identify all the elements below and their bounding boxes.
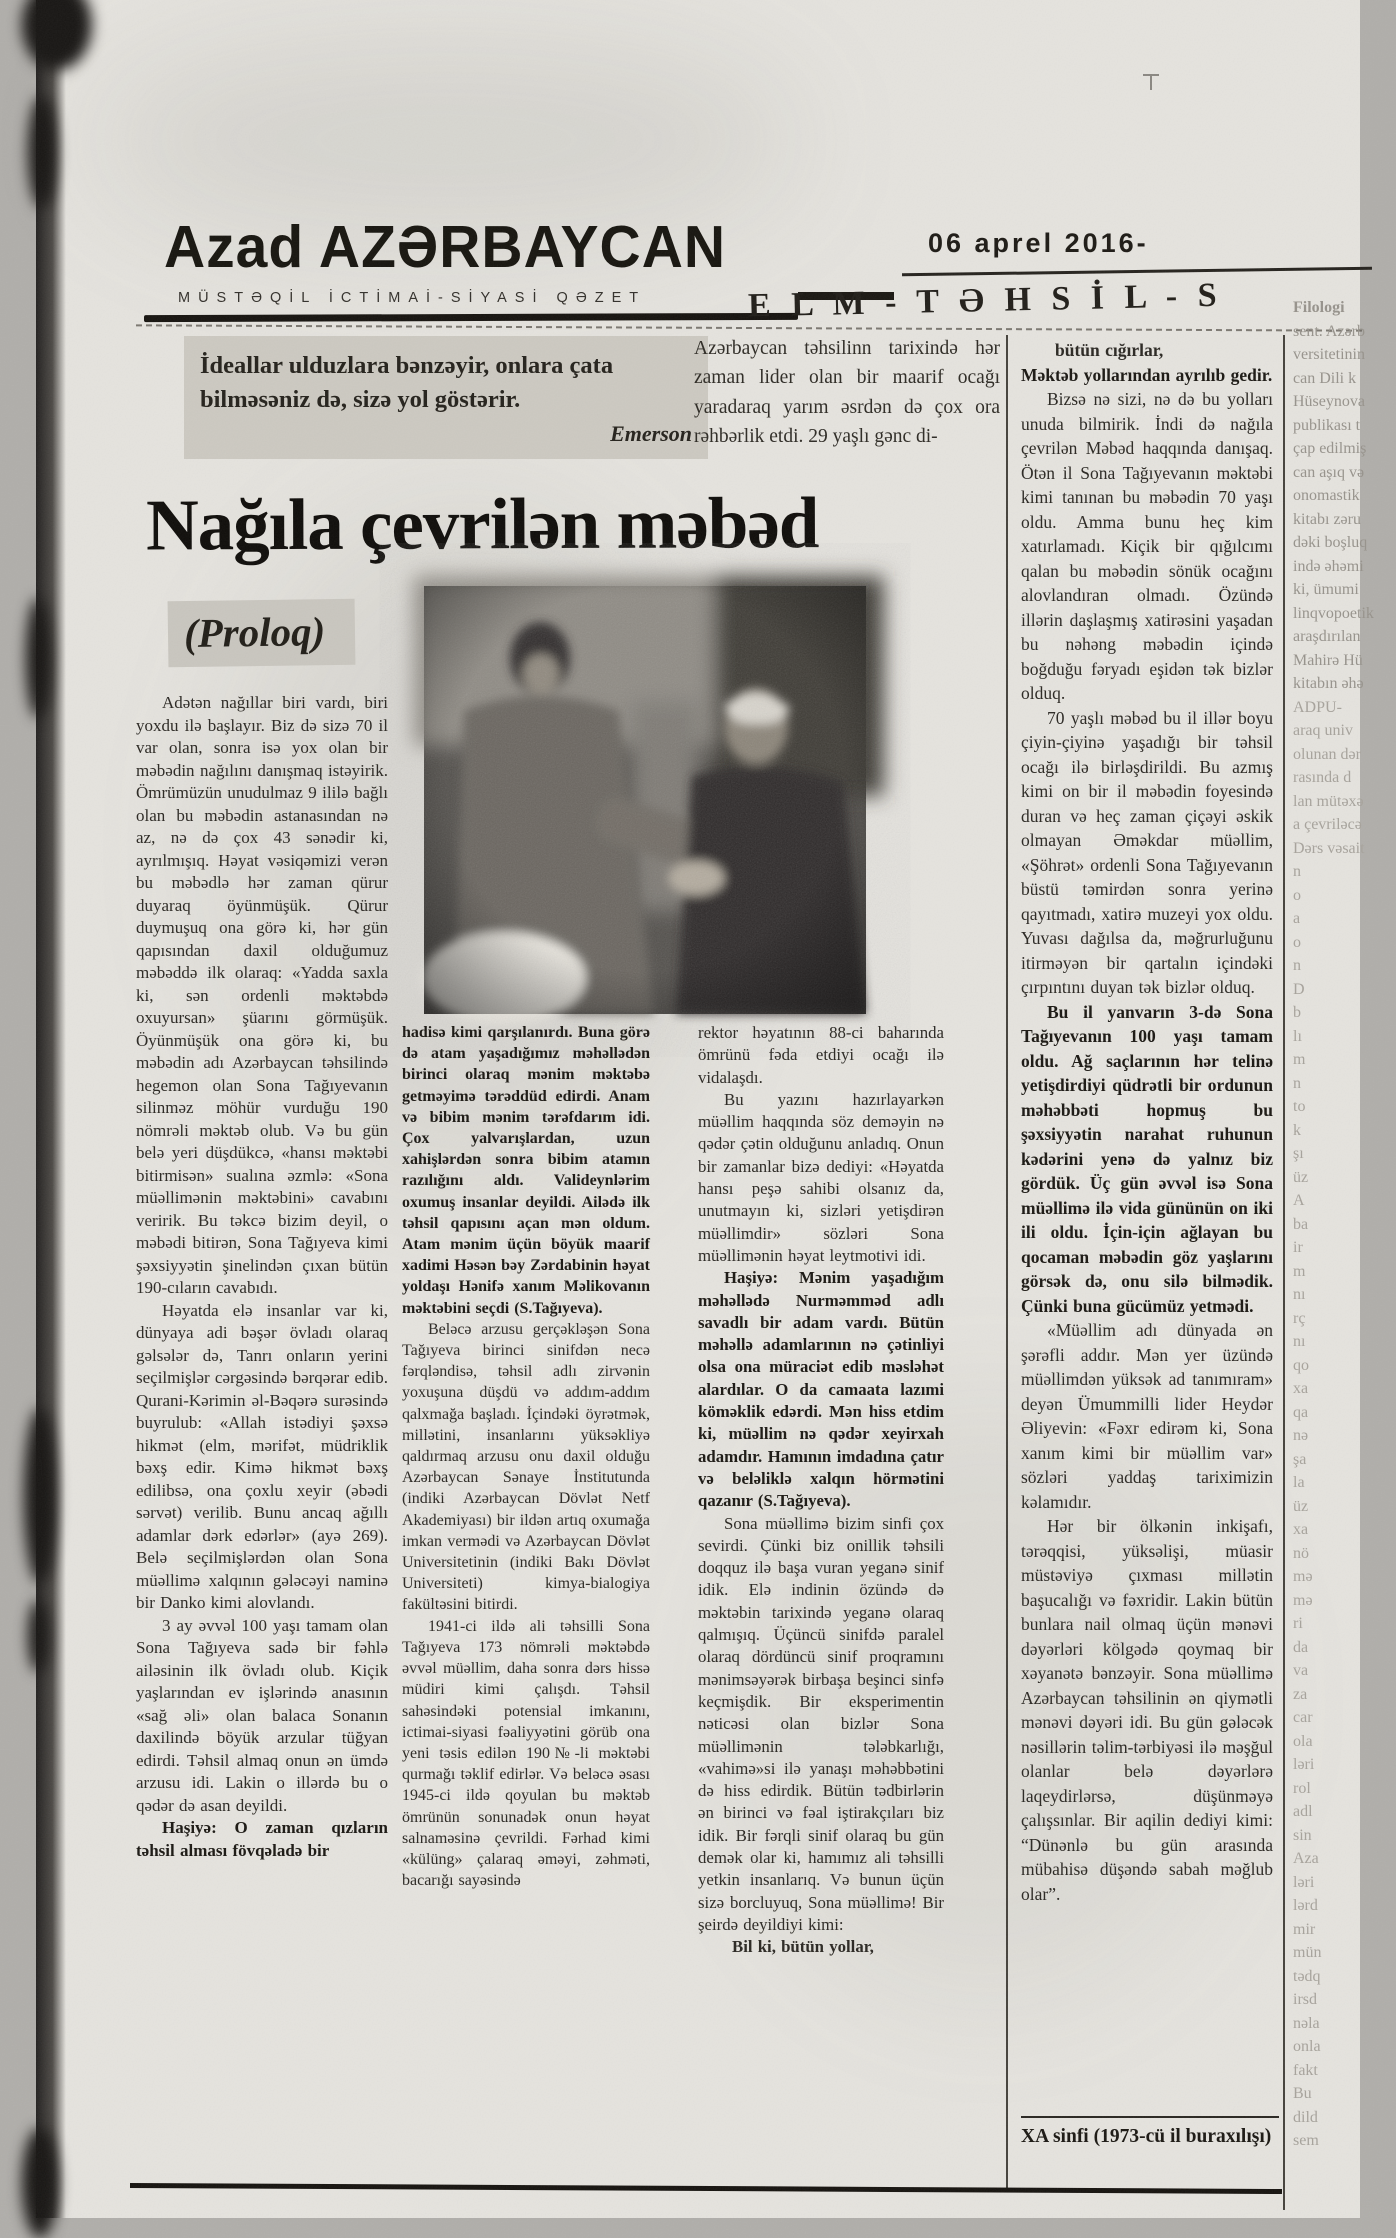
side-column-line: lı [1293,1027,1302,1045]
verse-line: bütün cığırlar, [1055,340,1164,360]
side-column-line: kitabı zəru [1293,510,1361,528]
side-column-line: Aza [1293,1850,1319,1867]
side-column-line: araşdırılan [1293,628,1361,645]
side-column-fragment [1293,296,1374,2210]
newspaper-title: Azad AZƏRBAYCAN [164,213,727,281]
scan-artifact [22,0,92,70]
side-column-line: dild [1293,2108,1318,2126]
side-column-line: rasında d [1293,769,1352,786]
side-column-line: ola [1293,1732,1313,1750]
side-column-line: sem [1293,2132,1319,2149]
scan-artifact [28,96,56,208]
side-column-line: m [1293,1262,1306,1280]
side-column-line: b [1293,1004,1301,1021]
side-column-line: xa [1293,1521,1309,1538]
newspaper-page [36,0,1374,2218]
section-heading: E L M - T Ə H S İ L - S [747,276,1223,325]
article-kicker: (Proloq) [168,599,356,668]
side-column-line: rol [1293,1779,1311,1797]
side-column-line: lan mütəxə [1293,792,1364,810]
paragraph: 70 yaşlı məbəd bu il illər boyu çiyin-çiyinə yaşadığı bir təhsil ocağı ilə birləşdirildi. Bu azmış kimi on bir il məbədin foyesində duran və heç zaman çiçəyi əskik olmayan Əməkdar müəllim, «Şöhrət» ordenli Sona Tağıyevanın büstü təmirdən sonra yerinə qayıtmadı, xatirə muzeyi yox oldu. Yuvası dağılsa da, məğrurluğunu itirməyən bir qartalın içindəki çırpıntını duyan tək bizlər olduq. [1021,707,1273,997]
side-column-line: olunan dər [1293,745,1361,763]
side-column-line: va [1293,1662,1309,1679]
scan-artifact [28,1600,48,1672]
paragraph: Bu il yanvarın 3-də Sona Tağıyevanın 100 yaşı tamam oldu. Ağ saçlarının hər telinə yetişdirdiyi qüdrətli bir ordunun məhəbbəti hopmuş bu şəxsiyyətin narahat ruhunun kədərini yenə də yalnız biz gördük. Üç gün əvvəl isə Sona müəllimə ilə vida gününün on iki ili oldu. İçin-için ağlayan bu qocaman məbədin göz yaşlarını görsək də, onu silə bilmədik. Çünki buna gücümüz yetmədi. [1021,1001,1273,1316]
side-column-line: Filologi [1293,299,1345,316]
side-column-line: o [1293,933,1301,951]
side-column-line: ri [1293,1615,1303,1632]
side-column-line: mə [1293,1568,1313,1585]
side-column-line: qa [1293,1403,1309,1421]
side-column-line: o [1293,886,1301,904]
article-column-4 [1021,338,1273,2110]
side-column-line: n [1293,957,1301,974]
side-column-line: a [1293,910,1301,927]
side-column-line: fakt [1293,2061,1318,2079]
verse-line: Bil ki, bütün yollar, [732,1937,874,1957]
lead-paragraph: Azərbaycan təhsilinn tarixində hər zaman lider olan bir maarif ocağı yaradaraq yarım əsrdən də çox ora rəhbərlik etdi. 29 yaşlı gənc di- [694,338,1000,447]
side-column-line: irsd [1293,1991,1317,2008]
article-bottom-rule [130,2183,1282,2194]
side-column-line: to [1293,1098,1306,1115]
side-column-line: nı [1293,1286,1306,1303]
paragraph: Sona müəllimə bizim sinfi çox sevirdi. Çünki biz onillik təhsili doqquz ilə başa vuran yeganə sinif idik. Elə indinin özündə də məktəbin tarixində yeganə olaraq qalmışıq. Üçüncü sinifdə paralel olaraq dördüncü sinif proqramını mənimsəyərək birbaşa beşinci sinfə keçmişdik. Bir eksperimentin nəticəsi olan bizlər Sona müəllimənin tələbkarlığı, «vahimə»si ilə yanaşı məhəbbətini də hiss edirdik. Bütün tədbirlərin ən birinci və fəal iştirakçıları biz idik. Bir fərqli sinif olaraq bu gün demək olar ki, hamımız ali təhsilli yetkin insanlarıq. Və bunun üçün sizə borcluyuq, Sona müəllimə! Bir şeirdə deyildiyi kimi: [698,1513,944,1934]
side-column-line: mün [1293,1944,1322,1961]
article-photo [424,586,866,1014]
side-column-line: nəla [1293,2014,1320,2032]
side-column-line: ləri [1293,1756,1315,1773]
paragraph: hadisə kimi qarşılanırdı. Buna görə də atam yaşadığımız məhəllədən birinci olaraq mənim məktəbə getməyimə tərəddüd edirdi. Anam və bibim mənim tərəfdarım idi. Çox yalvarışlardan, uzun xahişlərdən sonra bibim atamın razılığını aldı. Valideynlərim oxumuş insanlar deyildi. Ailədə ilk təhsil qapısını açan mən oldum. Atam mənim üçün böyük maarif xadimi Həsən bəy Zərdabinin həyat yoldaşı Hənifə xanım Məlikovanın məktəbini seçdi (S.Tağıyeva). [402,1024,650,1317]
side-column-line: dəki boşluq [1293,534,1368,551]
side-column-line: ADPU- [1293,698,1342,716]
article-headline: Nağıla çevrilən məbəd [145,482,819,566]
side-column-line: linqvopoetik [1293,604,1374,622]
newspaper-subtitle: MÜSTƏQİL İCTİMAİ-SİYASİ QƏZET [178,290,647,306]
side-column-line: mə [1293,1591,1313,1609]
side-column-line: m [1293,1051,1306,1068]
scan-artifact [24,1408,56,1583]
article-right-rule [1283,335,1285,2210]
side-column-line: şı [1293,1145,1304,1162]
scan-edge-strip [36,0,66,2218]
side-column-line: A [1293,1192,1305,1209]
side-column-line: çap edilmiş [1293,440,1367,457]
side-column-line: versitetinin [1293,346,1365,363]
author-signature: XA sinfi (1973-cü il buraxılışı) [1021,2116,1279,2148]
epigraph-box [184,336,708,459]
side-column-line: tədq [1293,1967,1321,1985]
paragraph: Bu yazını hazırlayarkən müəllim haqqında söz deməyin nə qədər çətin olduğunu anladıq. Onun bir zamanlar bizə dediyi: «Həyatda hansı peşə sahibi olsanız da, unutmayın ki, sizləri yetişdirən müəllimdir» sözləri Sona müəllimənin həyat leytmotivi idi. [698,1089,944,1265]
side-column-line: şa [1293,1450,1307,1468]
paragraph: Hər bir ölkənin inkişafı, tərəqqisi, yüksəlişi, müasir müstəviyə çıxması millətin başucalığı və fəxridir. Lakin bütün bunlara nail olmaq üçün mənəvi dəyərləri kölgədə qoymaq bir xəyanətə bənzəyir. Sona müəllimə Azərbaycan təhsilinin ən qiymətli mənəvi dəyəri idi. Bu gün gələcək nəsillərin təlim-tərbiyəsi ilə məşğul olanlar belə dəyərlərə laqeydirlərsə, düşünməyə çalışsınlar. Bir aqilin dediyi kimi: “Dünənlə bu gün arasında mübahisə düşəndə sabah məğlub olar”. [1021,1516,1273,1904]
side-column-line: Hüseynova [1293,393,1365,410]
side-column-line: nə [1293,1427,1309,1444]
epigraph-text: İdeallar ulduzlara bənzəyir, onlara çata bilməsəniz də, sizə yol göstərir. [200,352,614,413]
paragraph: 3 ay əvvəl 100 yaşı tamam olan Sona Tağıyeva sadə bir fəhlə ailəsinin ilk övladı olub. Kiçik yaşlarından ev işlərində anasının «sağ əli» olan balaca Sonanın daxilində böyük arzular tüğyan edirdi. Təhsil almaq onun ən ümdə arzusu idi. Lakin o illərdə bu o qədər də asan deyildi. [136,1615,388,1815]
article-column-1 [136,692,388,2142]
paper-shading [96,40,796,240]
side-column-line: can Dili k [1293,369,1357,387]
epigraph-author: Emerson [610,420,692,446]
column-divider-rule [1006,335,1008,2188]
side-column-line: ba [1293,1215,1309,1233]
side-column-line: xa [1293,1380,1309,1397]
photo-illustration [424,586,866,1014]
side-column-line: Mahirə Hü [1293,651,1363,669]
side-column-line: n [1293,1074,1301,1092]
side-column-line: Dərs vəsait [1293,839,1365,857]
scan-artifact [26,598,50,718]
side-column-line: sin [1293,1826,1312,1844]
side-column-line: ində əhəmi [1293,557,1364,575]
side-column-line: üz [1293,1168,1309,1186]
side-column-line: lərd [1293,1897,1318,1914]
side-column-line: car [1293,1709,1313,1726]
side-column-line: Bu [1293,2085,1312,2102]
side-column-line: ki, ümumi [1293,581,1359,598]
paragraph: «Müəllim adı dünyada ən şərəfli addır. Mən yer üzündə müəllimdən yüksək ad tanımıram» deyən Ümummilli lider Heydər Əliyevin: «Fəxr edirəm ki, Sona xanım kimi bir müəllim var» sözləri yaddaş tariximizin kəlamıdır. [1021,1320,1273,1512]
side-column-line: kitabın əhə [1293,675,1364,692]
side-column-line: k [1293,1121,1301,1139]
paragraph: Haşiyə: O zaman qızların təhsil alması fövqəladə bir [136,1818,388,1860]
scan-artifact [22,2128,58,2238]
paragraph: Bizsə nə sizi, nə də bu yolları unuda bilmirik. İndi də nağıla çevrilən Məbəd haqqında danışaq. Ötən il Sona Tağıyevanın məktəbi kimi tanınan bu məbədin 70 yaşı oldu. Amma bunu heç kim xatırlamadı. Kiçik bir qığılcımı qalan bu məbədin sönük ocağını alovlandıran olmadı. Özündə illərin daşlaşmış xatirəsini yaşadan bu nəhəng məbədin içində boğduğu fəryadı eşidən tək bizlər olduq. [1021,389,1273,703]
paragraph: Həyatda elə insanlar var ki, dünyaya adi bəşər övladı olaraq gəlsələr də, Tanrı onların yerini seçilmişlər cərgəsində bərqərar edib. Qurani-Kərimin əl-Bəqərə surəsində buyrulub: «Allah istədiyi şəxsə hikmət (elm, mərifət, müdriklik bəxş edir. Kimə hikmət bəxş edilibsə, ona çoxlu xeyir (əbədi sərvət) verilib. Bunu ancaq ağıllı adamlar dərk edərlər» (ayə 269). Belə seçilmişlərdən olan Sona müəllimə xalqının gələcəyi naminə bir Danko kimi alovlandı. [136,1300,388,1612]
masthead-rule [144,313,798,322]
paragraph: Haşiyə: Mənim yaşadığım məhəllədə Nurməmməd adlı savadlı bir adam vardı. Bütün məhəllə adamlarının nə çətinliyi olsa ona müraciət edib məsləhət alardılar. O da camaata lazımi köməklik edərdi. Mən hiss etdim ki, müəllim nə qədər xeyirxah adamdır. Hamının imdadına çatır və beləliklə xalqın hörmətini qazanır (S.Tağıyeva). [698,1268,944,1511]
issue-date: 06 aprel 2016- [928,228,1149,258]
paragraph: Beləcə arzusu gerçəkləşən Sona Tağıyeva birinci sinifdən necə fərqləndisə, təhsil adlı zirvənin yoxuşuna düşdü və addım-addım qalxmağa başladı. İçindəki öyrətmək, millətini, insanlarını yüksəkliyə qaldırmaq arzusu onu daxil olduğu Azərbaycan Sənaye İnstitutunda (indiki Azərbaycan Dövlət Netf Akademiyası) bir ildən artıq oxumağa imkan vermədi və Azərbaycan Dövlət Universitetinin (indiki Bakı Dövlət Universiteti) kimya-bialogiya fakültəsini bitirdi. [402,1320,650,1614]
paragraph: Adətən nağıllar biri vardı, biri yoxdu ilə başlayır. Biz də sizə 70 il var olan, sonra isə yox olan bir məbədin nağılını danışmaq istəyirik. Ömrümüzün unudulmaz 9 ililə bağlı olan bu məbədin astanasından nə az, nə də çox 43 sənədir ki, ayrılmışıq. Həyat vəsiqəmizi verən bu məbədlə hər zaman qürur duyaraq öyünmüşük. Qürur duymuşuq ona görə ki, hər gün qapısından daxil olduğumuz məbəddə ilk olaraq: «Yadda saxla ki, sən ordenli məktəbdə oxuyursan» şüarını görmüşük. Öyünmüşük ona görə ki, bu məbədin adı Azərbaycan təhsilində hegemon olan Sona Tağıyevanın silinməz möhür vurduğu 190 nömrəli məktəb olub. Və bu gün belə yeri düşdükcə, «hansı məktəbi bitirmisən» sualına əzmlə: «Sona müəllimənin məktəbini» cavabını veririk. Bu təkcə bizim deyil, o məbədi bitirən, Sona Tağıyeva kimi şəxsiyyətin şinelindən çıxan bütün 190-cıların cavabıdı. [136,693,388,1297]
side-column-line: üz [1293,1497,1309,1515]
side-column-line: nı [1293,1333,1306,1350]
side-column-line: nö [1293,1544,1309,1562]
side-column-line: can aşıq və [1293,463,1365,481]
paragraph: 1941-ci ildə ali təhsilli Sona Tağıyeva 173 nömrəli məktəbdə əvvəl müəllim, daha sonra dərs hissə müdiri kimi çalışdı. Təhsil sahəsindəki potensial imkanını, ictimai-siyasi fəaliyyətini görüb ona yeni təsis edilən 190№-li məktəbi qurmağı təklif edirlər. Və beləcə əsası 1945-ci ildə qoyulan bu məktəb ömrünün sonunadək onun həyat salnaməsinə çevrildi. Fərhad kimi «külüng» çalaraq əməyi, zəhməti, bacarığı sayəsində [402,1617,650,1890]
verse-line: Məktəb yollarından ayrılıb gedir. [1021,364,1273,385]
side-column-line: rç [1293,1309,1306,1327]
side-column-line: mir [1293,1920,1316,1938]
side-column-line: onla [1293,2038,1321,2055]
side-column-line: ləri [1293,1873,1315,1891]
side-column-line: sent. Azərb [1293,322,1365,340]
side-column-line: qo [1293,1356,1309,1374]
side-column-line: da [1293,1638,1309,1656]
side-column-line: adl [1293,1803,1313,1820]
side-column-line: onomastik [1293,487,1360,504]
registration-mark-icon [1140,72,1162,92]
side-column-line: la [1293,1474,1305,1491]
side-column-line: a çevriləcə [1293,816,1362,833]
side-column-line: publikası t [1293,416,1361,434]
side-column-line: n [1293,863,1301,880]
side-column-line: za [1293,1685,1308,1703]
side-column-line: ir [1293,1239,1303,1256]
side-column-line: araq univ [1293,722,1353,739]
side-column-line: D [1293,980,1305,998]
paragraph: rektor həyatının 88-ci baharında ömrünü fəda etdiyi ocağı ilə vidalaşdı. [698,1023,944,1087]
article-column-2 [402,1022,650,2150]
article-column-3 [698,1022,944,2174]
